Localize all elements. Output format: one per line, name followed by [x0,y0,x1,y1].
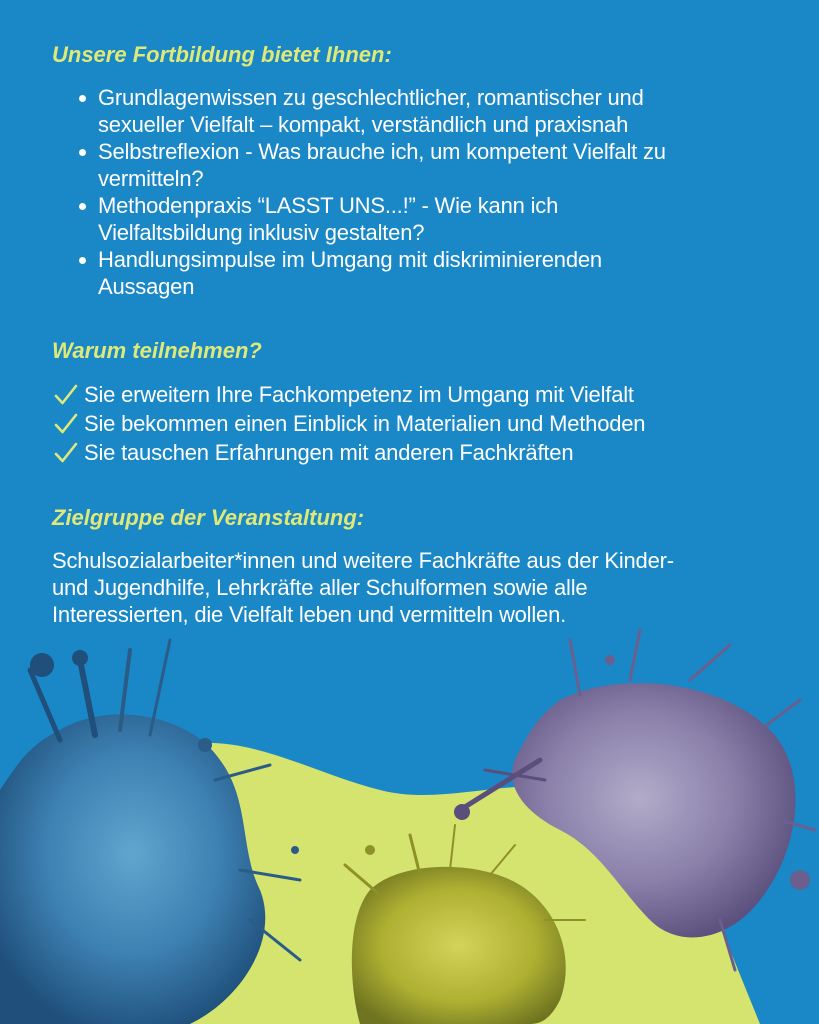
target-line: Interessierten, die Vielfalt leben und vermitteln wollen. [52,602,567,627]
target-line: und Jugendhilfe, Lehrkräfte aller Schulformen sowie alle [52,575,588,600]
offer-item [52,138,782,192]
offer-item-line: sexueller Vielfalt – kompakt, verständlich und praxisnah [98,112,629,137]
why-list [52,380,782,467]
offer-item-line: Methodenpraxis “LASST UNS...!” - Wie kann ich [98,193,559,218]
checkmark-icon [54,383,78,407]
offer-item-line: Grundlagenwissen zu geschlechtlicher, romantischer und [98,85,644,110]
splash-artwork [0,620,819,1024]
content-area [52,40,782,628]
offer-item-line: vermitteln? [98,166,204,191]
offer-item-line: Selbstreflexion - Was brauche ich, um kompetent Vielfalt zu [98,139,666,164]
offer-item [52,192,782,246]
bullet-dot-icon [79,149,86,156]
target-paragraph [52,547,782,628]
bullet-dot-icon [79,95,86,102]
offer-item-line: Handlungsimpulse im Umgang mit diskriminierenden [98,247,602,272]
bullet-dot-icon [79,203,86,210]
why-item-text: Sie tauschen Erfahrungen mit anderen Fachkräften [84,440,574,465]
offer-item [52,246,782,300]
checkmark-icon [54,441,78,465]
offer-list [52,84,782,300]
why-item [52,438,782,467]
why-item [52,409,782,438]
offer-heading: Unsere Fortbildung bietet Ihnen: [52,42,392,67]
why-heading: Warum teilnehmen? [52,338,262,363]
checkmark-icon [54,412,78,436]
offer-item [52,84,782,138]
bullet-dot-icon [79,257,86,264]
target-heading: Zielgruppe der Veranstaltung: [52,505,365,530]
offer-item-line: Vielfaltsbildung inklusiv gestalten? [98,220,425,245]
offer-item-line: Aussagen [98,274,195,299]
why-item-text: Sie bekommen einen Einblick in Materialien und Methoden [84,411,646,436]
why-item [52,380,782,409]
why-item-text: Sie erweitern Ihre Fachkompetenz im Umgang mit Vielfalt [84,382,634,407]
target-line: Schulsozialarbeiter*innen und weitere Fachkräfte aus der Kinder- [52,548,674,573]
